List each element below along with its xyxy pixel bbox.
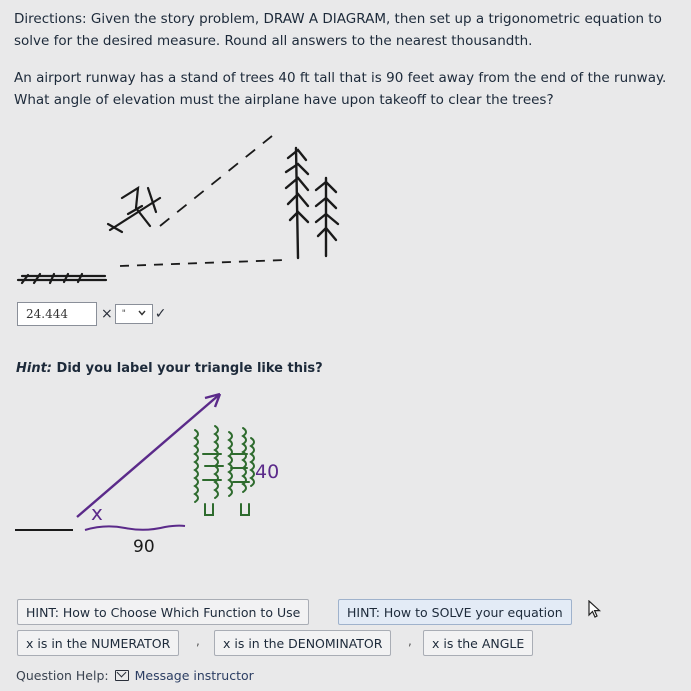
check-icon: ✓ [154,306,167,322]
angle-label: x [91,501,103,525]
dashed-climb-line [160,136,272,226]
hint-trees [195,426,254,515]
question-help-label: Question Help: [16,668,109,683]
answer-dropdown[interactable] [115,304,153,324]
height-label: 40 [255,461,280,483]
hint-heading [16,361,323,376]
airplane-sketch [108,188,160,232]
base-label: 90 [133,537,155,557]
x-denominator-button[interactable]: x is in the DENOMINATOR [214,630,391,656]
separator-2: , [408,634,412,648]
question-help [16,668,254,683]
runway-sketch [18,274,106,283]
mouse-cursor-icon [588,600,602,618]
hint-solve-equation-button[interactable]: HINT: How to SOLVE your equation [338,599,572,625]
x-numerator-button[interactable]: x is in the NUMERATOR [17,630,179,656]
separator-1: , [196,634,200,648]
message-instructor-link[interactable]: Message instructor [134,668,254,683]
dashed-ground-line [120,260,285,266]
hint-text: Did you label your triangle like this? [52,361,323,376]
answer-input[interactable]: 24.444 [17,302,97,326]
chevron-down-icon [138,309,146,319]
hint-prefix: Hint: [16,361,53,376]
answer-row [17,300,166,328]
student-diagram [10,128,350,288]
trees-sketch [286,148,338,258]
hint-choose-function-button[interactable]: HINT: How to Choose Which Function to Use [17,599,309,625]
x-angle-button[interactable]: x is the ANGLE [423,630,533,656]
incorrect-icon: × [101,306,113,322]
base-line [85,526,185,530]
hint-diagram [15,380,315,560]
directions-text: Directions: Given the story problem, DRAW A DIAGRAM, then set up a trigonometric equation to solve for the desired measure. Round all answers to the nearest thousandth. [14,11,662,49]
problem-text: An airport runway has a stand of trees 40 ft tall that is 90 feet away from the end of the runway. What angle of elevation must the airplane have upon takeoff to clear the trees? [14,70,667,108]
mail-icon [115,670,129,681]
dropdown-value: " [121,309,126,319]
